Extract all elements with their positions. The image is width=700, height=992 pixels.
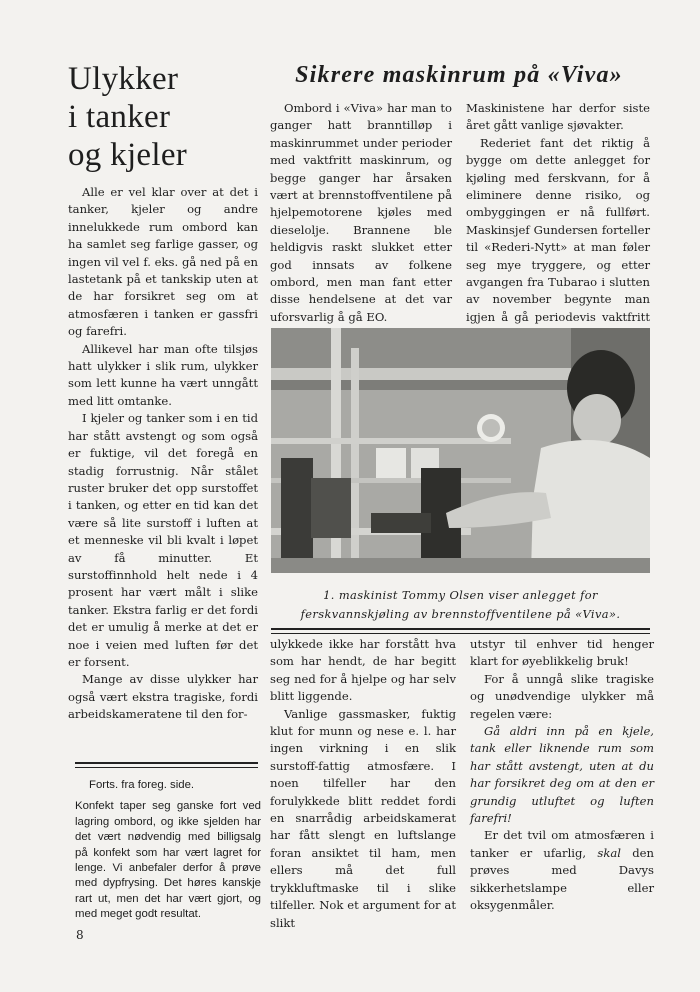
safety-rule: Gå aldri inn på en kjele, tank eller liknende rum som har stått avstengt, uten at du har forsikret deg om at den er grundig utluftet og luften farefri!	[470, 724, 654, 826]
paragraph: I kjeler og tanker som i en tid har stått avstengt og som også er fuktige, vil det foregå en stadig forrustnig. Når stålet ruster bruker det opp surstoffet i tanken, og etter en tid kan det være så lite surstoff i luften at et menneske vil bli kvalt i løpet av få minutter. Et surstoffinnhold helt nede i 4 prosent har vært målt i slike tanker. Ekstra farlig er det fordi det er umulig å merke at det er noe i veien med luften før det er forsent.	[68, 411, 258, 669]
paragraph: Allikevel har man ofte tilsjøs hatt ulykker i slik rum, ulykker som lett kunne ha vært unngått med litt omtanke.	[68, 341, 258, 408]
paragraph: utstyr til enhver tid henger klart for øyeblikkelig bruk!	[470, 637, 654, 669]
paragraph: Mange av disse ulykker har også vært ekstra tragiske, fordi arbeidskameratene til den for-	[68, 672, 258, 722]
main-article-title: Sikrere maskinrum på «Viva»	[295, 62, 623, 88]
page-number: 8	[76, 928, 84, 942]
paragraph: Vanlige gassmasker, fuktig klut for munn og nese e. l. har ingen virkning i en slik surstoff-fattig atmosfære. I noen tilfeller har den forulykkede blitt reddet fordi en snarrådig arbeidskamerat har fått slengt en luftslange foran ansiktet til ham, men ellers må det full trykkluftmaske til i slike tilfeller. Nok et argument for at slikt	[270, 706, 456, 930]
text-span: den prøves med Davys sikkerhetslampe eller oksygenmåler.	[470, 845, 654, 913]
photo-illustration	[271, 328, 650, 573]
paragraph: For å unngå slike tragiske og unødvendige ulykker må regelen være:	[470, 671, 654, 721]
photo-caption: 1. maskinist Tommy Olsen viser anlegget for ferskvannskjøling av brennstoffventilene på «Viva».	[300, 588, 621, 621]
engine-room-photo	[271, 328, 650, 573]
continued-heading: Forts. fra foreg. side.	[89, 779, 195, 791]
continued-box	[75, 778, 261, 923]
left-article-title	[68, 60, 258, 174]
text-span: Er det tvil om atmosfæren i tanker er ufarlig,	[470, 828, 654, 860]
divider-rule	[271, 628, 650, 634]
paragraph: Maskinistene har derfor siste året gått vanlige sjøvakter.	[466, 101, 650, 133]
paragraph: ulykkede ikke har forstått hva som har hendt, de har begitt seg ned for å hjelpe og har selv blitt liggende.	[270, 637, 456, 704]
left-article-continued-col-1	[270, 636, 456, 932]
paragraph	[470, 827, 654, 914]
paragraph: Ombord i «Viva» har man to ganger hatt branntilløp i maskinrummet under perioder med vaktfritt maskinrum, og begge ganger har årsaken vært at brennstoffventilene på hjelpemotorene kjøles med dieselolje. Brannene ble heldigvis raskt slukket etter god innsats av folkene ombord, men man fant etter disse hendelsene at det var uforsvarlig å gå EO.	[270, 101, 452, 324]
continued-text: Konfekt taper seg ganske fort ved lagring ombord, og ikke sjelden har det vært nødvendig med billigsalg på konfekt som har vært lagret for lenge. Vi anbefaler derfor å prøve med dypfrysing. Det høres kanskje rart ut, men det har vært gjort, og med meget godt resultat.	[75, 800, 261, 921]
title-line: og kjeler	[68, 137, 188, 173]
paragraph: Rederiet fant det riktig å bygge om dette anlegget for kjøling med ferskvann, for å eliminere denne risiko, og ombyggingen er nå fullført. Maskinsjef Gundersen forteller til «Rederi-Nytt» at man føler seg mye tryggere, og etter avgangen fra Tubarao i slutten av november begynte man igjen å gå periodevis vaktfritt	[466, 135, 650, 324]
emphasis: skal	[597, 845, 621, 860]
divider-rule	[75, 762, 258, 768]
left-article	[68, 60, 258, 724]
paragraph: Alle er vel klar over at det i tanker, kjeler og andre innelukkede rum ombord kan ha samlet seg farlige gasser, og ingen vil vel f. eks. gå ned på en lastetank på et tankskip uten at de har forsikret seg om at atmosfæren i tanken er gassfri og farefri.	[68, 185, 258, 339]
main-article-column-1	[270, 100, 452, 326]
main-article-column-2	[466, 100, 650, 344]
left-article-continued-col-2	[470, 636, 654, 915]
title-line: Ulykker	[68, 61, 179, 97]
title-line: i tanker	[68, 99, 171, 135]
